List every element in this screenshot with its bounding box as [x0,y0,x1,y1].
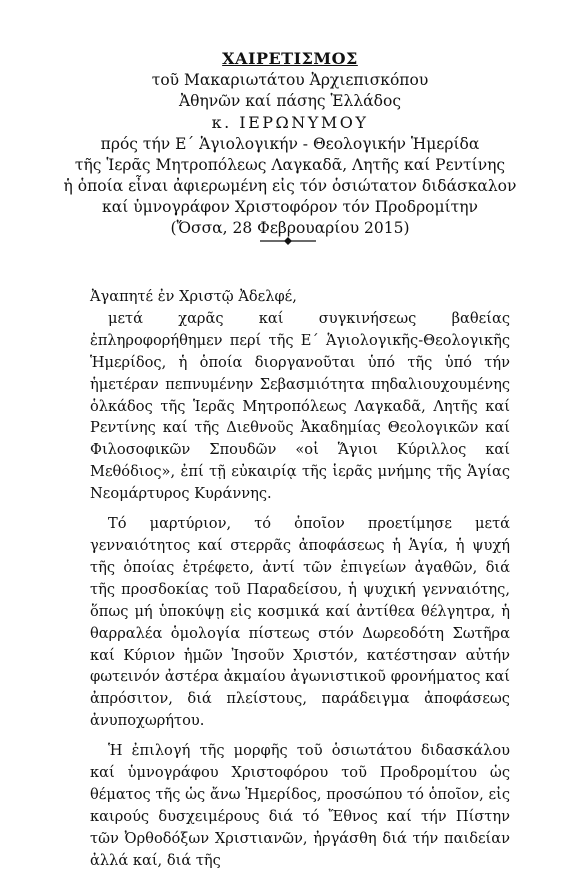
header-line-2: Ἀθηνῶν καί πάσης Ἑλλάδος [178,92,401,110]
paragraph-3: Ἡ ἐπιλογή τῆς μορφῆς τοῦ ὁσιωτάτου διδασκάλου καί ὑμνογράφου Χριστοφόρου τοῦ Προδρομίτου ὡς θέματος τῆς ὡς ἄνω Ἡμερίδος, προσώπου τό ὁποῖον, εἰς καιρούς δυσχειμέρους διά τό Ἔθνος καί τήν Πίστην τῶν Ὀρθοδόξων Χριστιανῶν, ἠργάσθη διά τήν παιδείαν ἀλλά καί, διά τῆς [90,742,510,869]
header-line-7: καί ὑμνογράφον Χριστοφόρον τόν Προδρομίτην [102,198,478,216]
header-line-4: πρός τήν Ε΄ Ἁγιολογικήν - Θεολογικήν Ἡμερίδα [100,135,480,153]
paragraph-1: μετά χαρᾶς καί συγκινήσεως βαθείας ἐπληροφορήθημεν περί τῆς Ε΄ Ἁγιολογικῆς-Θεολογικῆς Ἡμερίδος, ἡ ὁποία διοργανοῦται ὑπό τῆς ὑπό τήν ἡμετέραν πεπνυμένην Σεβασμιότητα πηδαλιουχουμένης ὁλκάδος τῆς Ἱερᾶς Μητροπόλεως Λαγκαδᾶ, Λητῆς καί Ρεντίνης καί τῆς Διεθνοῦς Ἀκαδημίας Θεολογικῶν καί Φιλοσοφικῶν Σπουδῶν «οἱ Ἅγιοι Κύριλλος καί Μεθόδιος», ἐπί τῇ εὐκαιρίᾳ τῆς ἱερᾶς μνήμης τῆς Ἁγίας Νεομάρτυρος Κυράννης. [90,309,510,503]
header-line-1: τοῦ Μακαριωτάτου Ἀρχιεπισκόπου [151,71,429,89]
divider-ornament [258,236,318,246]
salutation: Ἀγαπητέ ἐν Χριστῷ Ἀδελφέ, [90,288,297,305]
header-line-date: (Ὄσσα, 28 Φεβρουαρίου 2015) [170,219,410,237]
header-line-5: τῆς Ἱερᾶς Μητροπόλεως Λαγκαδᾶ, Λητῆς καί Ρεντίνης [74,156,506,174]
letter-header [40,48,540,239]
letter-body [90,286,510,872]
header-line-name: κ. ΙΕΡΩΝΥΜΟΥ [211,113,369,132]
letter-title: ΧΑΙΡΕΤΙΣΜΟΣ [222,49,358,68]
header-line-6: ἡ ὁποία εἶναι ἀφιερωμένη εἰς τόν ὁσιώτατον διδάσκαλον [63,177,517,195]
paragraph-2: Τό μαρτύριον, τό ὁποῖον προετίμησε μετά γενναιότητος καί στερρᾶς ἀποφάσεως ἡ Ἁγία, ἡ ψυχή τῆς ὁποίας ἐτρέφετο, ἀντί τῶν ἐπιγείων ἀγαθῶν, διά τῆς προσδοκίας τοῦ Παραδείσου, ἡ ψυχική γενναιότης, ὅπως μή ὑποκύψῃ εἰς κοσμικά καί ἀντίθεα θέλγητρα, ἡ θαρραλέα ὁμολογία πίστεως στόν Δωρεοδότη Σωτῆρα καί Κύριον ἡμῶν Ἰησοῦν Χριστόν, κατέστησαν αὐτήν φωτεινόν ἀστέρα ἀκμαίου ἀγωνιστικοῦ φρονήματος καί ἀπρόσιτον, διά πλείστους, παράδειγμα ἀποφάσεως ἀνυποχωρήτου. [90,515,510,730]
